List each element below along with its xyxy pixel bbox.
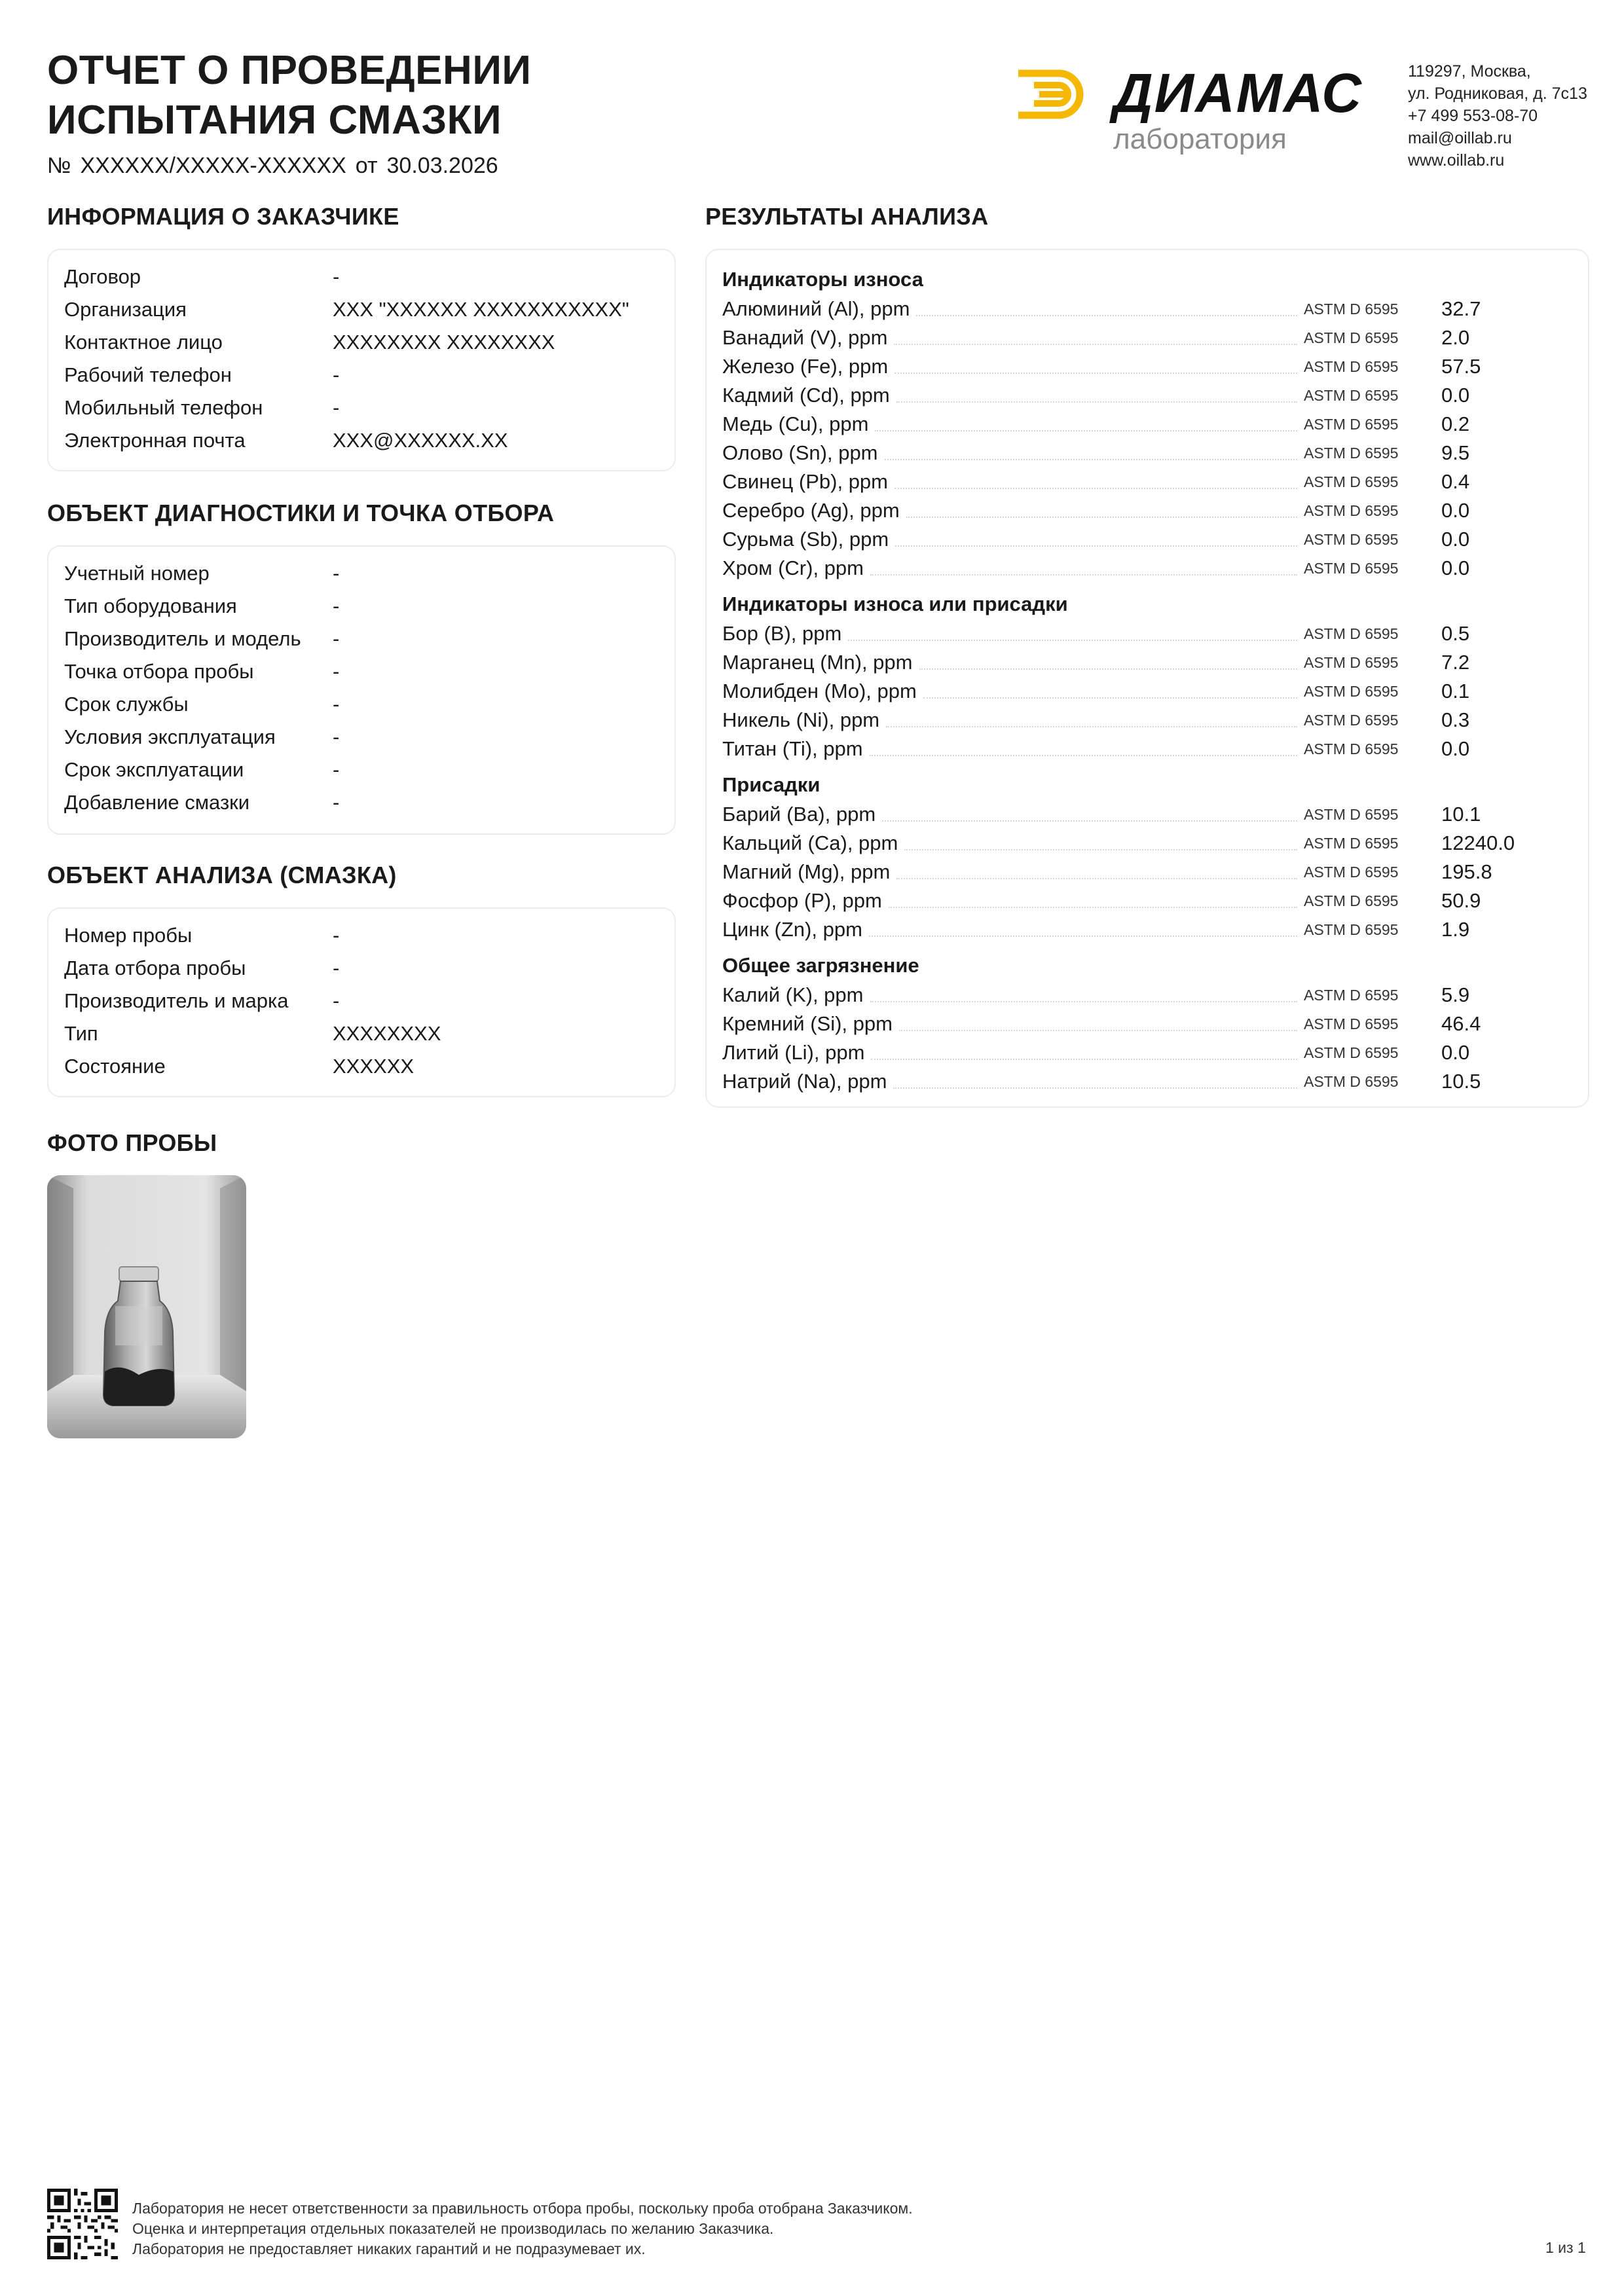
leader-dots bbox=[886, 726, 1297, 727]
field-value: - bbox=[333, 725, 340, 748]
result-row bbox=[722, 735, 1572, 763]
field-label: Учетный номер bbox=[64, 562, 210, 585]
group-title: Общее загрязнение bbox=[722, 954, 919, 977]
field-label: Состояние bbox=[64, 1055, 166, 1078]
leader-dots bbox=[896, 401, 1297, 403]
leader-dots bbox=[895, 545, 1297, 547]
result-value: 0.0 bbox=[1441, 384, 1470, 407]
object-row bbox=[64, 754, 659, 786]
result-row bbox=[722, 619, 1572, 648]
field-value: - bbox=[333, 562, 340, 585]
field-value: XXX@XXXXXX.XX bbox=[333, 429, 508, 452]
result-row bbox=[722, 829, 1572, 858]
indicator-name: Ванадий (V), ppm bbox=[722, 326, 888, 349]
result-value: 0.3 bbox=[1441, 708, 1470, 731]
result-row bbox=[722, 648, 1572, 677]
leader-dots bbox=[916, 315, 1297, 316]
result-row bbox=[722, 981, 1572, 1010]
leader-dots bbox=[871, 1059, 1297, 1060]
customer-heading: ИНФОРМАЦИЯ О ЗАКАЗЧИКЕ bbox=[47, 203, 399, 230]
field-label: Производитель и модель bbox=[64, 627, 301, 650]
result-value: 0.1 bbox=[1441, 680, 1470, 702]
result-row bbox=[722, 381, 1572, 410]
sample-bottle-image bbox=[47, 1175, 246, 1438]
leader-dots bbox=[882, 820, 1297, 822]
method-label: ASTM D 6595 bbox=[1304, 1044, 1399, 1061]
leader-dots bbox=[919, 668, 1298, 670]
result-row bbox=[722, 1010, 1572, 1038]
leader-dots bbox=[869, 936, 1297, 937]
result-row bbox=[722, 800, 1572, 829]
customer-row bbox=[64, 392, 659, 424]
field-label: Контактное лицо bbox=[64, 331, 223, 354]
customer-row bbox=[64, 326, 659, 359]
result-row bbox=[722, 496, 1572, 525]
result-row bbox=[722, 886, 1572, 915]
method-label: ASTM D 6595 bbox=[1304, 329, 1399, 346]
result-value: 0.0 bbox=[1441, 556, 1470, 579]
analysis-object-row bbox=[64, 952, 659, 985]
result-row bbox=[722, 323, 1572, 352]
leader-dots bbox=[923, 697, 1297, 699]
field-value: - bbox=[333, 363, 340, 386]
result-value: 0.4 bbox=[1441, 470, 1470, 493]
result-row bbox=[722, 706, 1572, 735]
leader-dots bbox=[899, 1030, 1297, 1031]
field-value: - bbox=[333, 594, 340, 617]
group-title: Индикаторы износа bbox=[722, 268, 923, 291]
group-title: Присадки bbox=[722, 773, 821, 796]
contact-email: mail@oillab.ru bbox=[1408, 129, 1512, 147]
indicator-name: Молибден (Mo), ppm bbox=[722, 680, 917, 702]
leader-dots bbox=[870, 574, 1297, 575]
analysis-object-heading: ОБЪЕКТ АНАЛИЗА (СМАЗКА) bbox=[47, 862, 397, 888]
result-value: 10.5 bbox=[1441, 1070, 1481, 1093]
leader-dots bbox=[870, 1001, 1298, 1002]
result-value: 0.0 bbox=[1441, 1041, 1470, 1064]
result-value: 0.0 bbox=[1441, 499, 1470, 522]
customer-row bbox=[64, 293, 659, 326]
method-label: ASTM D 6595 bbox=[1304, 415, 1399, 433]
result-row bbox=[722, 915, 1572, 944]
result-row bbox=[722, 352, 1572, 381]
number-prefix: № bbox=[47, 153, 71, 178]
method-label: ASTM D 6595 bbox=[1304, 559, 1399, 577]
indicator-name: Бор (B), ppm bbox=[722, 622, 842, 645]
method-label: ASTM D 6595 bbox=[1304, 357, 1399, 375]
result-value: 2.0 bbox=[1441, 326, 1470, 349]
title-line-1: ОТЧЕТ О ПРОВЕДЕНИИ bbox=[47, 48, 532, 93]
indicator-name: Кадмий (Cd), ppm bbox=[722, 384, 890, 407]
indicator-name: Сурьма (Sb), ppm bbox=[722, 528, 889, 551]
customer-row bbox=[64, 359, 659, 392]
result-row bbox=[722, 554, 1572, 583]
field-label: Организация bbox=[64, 298, 187, 321]
result-value: 9.5 bbox=[1441, 441, 1470, 464]
analysis-object-row bbox=[64, 985, 659, 1017]
field-value: - bbox=[333, 660, 340, 683]
result-row bbox=[722, 1038, 1572, 1067]
qr-code-icon[interactable] bbox=[47, 2189, 118, 2259]
analysis-object-row bbox=[64, 1050, 659, 1083]
result-row bbox=[722, 858, 1572, 886]
leader-dots bbox=[904, 849, 1297, 850]
result-value: 57.5 bbox=[1441, 355, 1481, 378]
indicator-name: Железо (Fe), ppm bbox=[722, 355, 889, 378]
result-row bbox=[722, 525, 1572, 554]
field-value: - bbox=[333, 396, 340, 419]
indicator-name: Кальций (Ca), ppm bbox=[722, 831, 898, 854]
method-label: ASTM D 6595 bbox=[1304, 386, 1399, 404]
logo-wordmark: ДИАМАС bbox=[1113, 62, 1363, 124]
result-value: 195.8 bbox=[1441, 860, 1492, 883]
result-value: 1.9 bbox=[1441, 918, 1470, 941]
customer-row bbox=[64, 424, 659, 457]
result-value: 0.0 bbox=[1441, 737, 1470, 760]
result-row bbox=[722, 439, 1572, 467]
disclaimer-line-2: Оценка и интерпретация отдельных показателей не производилась по желанию Заказчика. bbox=[132, 2220, 774, 2237]
leader-dots bbox=[896, 878, 1297, 879]
results-card bbox=[705, 249, 1589, 1108]
indicator-name: Цинк (Zn), ppm bbox=[722, 918, 862, 941]
analysis-object-row bbox=[64, 1017, 659, 1050]
title-line-2: ИСПЫТАНИЯ СМАЗКИ bbox=[47, 98, 502, 143]
field-label: Тип оборудования bbox=[64, 594, 237, 617]
disclaimer-line-1: Лаборатория не несет ответственности за правильность отбора пробы, поскольку проба отобрана Заказчиком. bbox=[132, 2200, 913, 2217]
field-value: XXXXXXXX bbox=[333, 1022, 441, 1045]
method-label: ASTM D 6595 bbox=[1304, 805, 1399, 823]
field-label: Рабочий телефон bbox=[64, 363, 232, 386]
analysis-object-row bbox=[64, 919, 659, 952]
result-value: 32.7 bbox=[1441, 297, 1481, 320]
field-value: - bbox=[333, 957, 340, 979]
object-row bbox=[64, 655, 659, 688]
result-value: 46.4 bbox=[1441, 1012, 1481, 1035]
method-label: ASTM D 6595 bbox=[1304, 300, 1399, 318]
field-label: Условия эксплуатация bbox=[64, 725, 276, 748]
field-label: Электронная почта bbox=[64, 429, 246, 452]
method-label: ASTM D 6595 bbox=[1304, 444, 1399, 462]
field-label: Производитель и марка bbox=[64, 989, 289, 1012]
leader-dots bbox=[906, 517, 1297, 518]
indicator-name: Медь (Cu), ppm bbox=[722, 412, 869, 435]
leader-dots bbox=[875, 430, 1297, 431]
photo-heading: ФОТО ПРОБЫ bbox=[47, 1129, 217, 1156]
method-label: ASTM D 6595 bbox=[1304, 1015, 1399, 1032]
field-label: Мобильный телефон bbox=[64, 396, 263, 419]
field-label: Срок службы bbox=[64, 693, 189, 716]
report-number bbox=[47, 153, 498, 179]
method-label: ASTM D 6595 bbox=[1304, 473, 1399, 490]
method-label: ASTM D 6595 bbox=[1304, 834, 1399, 852]
result-value: 50.9 bbox=[1441, 889, 1481, 912]
leader-dots bbox=[889, 907, 1297, 908]
customer-card bbox=[47, 249, 676, 471]
method-label: ASTM D 6595 bbox=[1304, 530, 1399, 548]
field-value: - bbox=[333, 989, 340, 1012]
result-value: 0.5 bbox=[1441, 622, 1470, 645]
indicator-name: Серебро (Ag), ppm bbox=[722, 499, 900, 522]
indicator-name: Свинец (Pb), ppm bbox=[722, 470, 888, 493]
leader-dots bbox=[895, 373, 1297, 374]
number-value: XXXXXX/XXXXX-XXXXXX bbox=[80, 153, 346, 178]
customer-row bbox=[64, 261, 659, 293]
object-row bbox=[64, 786, 659, 819]
results-heading: РЕЗУЛЬТАТЫ АНАЛИЗА bbox=[705, 203, 989, 230]
indicator-name: Кремний (Si), ppm bbox=[722, 1012, 893, 1035]
analysis-object-card bbox=[47, 907, 676, 1097]
sample-photo bbox=[47, 1175, 246, 1438]
indicator-name: Олово (Sn), ppm bbox=[722, 441, 878, 464]
indicator-name: Натрий (Na), ppm bbox=[722, 1070, 887, 1093]
indicator-name: Барий (Ba), ppm bbox=[722, 803, 876, 826]
field-value: - bbox=[333, 924, 340, 947]
object-card bbox=[47, 545, 676, 835]
result-value: 7.2 bbox=[1441, 651, 1470, 674]
field-label: Точка отбора пробы bbox=[64, 660, 254, 683]
results-list bbox=[722, 264, 1572, 1096]
date-prefix: от bbox=[355, 153, 378, 178]
method-label: ASTM D 6595 bbox=[1304, 682, 1399, 700]
field-value: XXXXXXXX XXXXXXXX bbox=[333, 331, 555, 354]
method-label: ASTM D 6595 bbox=[1304, 986, 1399, 1004]
method-label: ASTM D 6595 bbox=[1304, 1072, 1399, 1090]
report-title bbox=[47, 46, 531, 145]
contact-city: 119297, Москва, bbox=[1408, 62, 1531, 81]
result-row bbox=[722, 1067, 1572, 1096]
leader-dots bbox=[885, 459, 1297, 460]
method-label: ASTM D 6595 bbox=[1304, 711, 1399, 729]
disclaimer bbox=[132, 2198, 913, 2259]
result-row bbox=[722, 677, 1572, 706]
result-value: 0.0 bbox=[1441, 528, 1470, 551]
page-number: 1 из 1 bbox=[1545, 2239, 1586, 2256]
result-value: 10.1 bbox=[1441, 803, 1481, 826]
indicator-name: Никель (Ni), ppm bbox=[722, 708, 880, 731]
leader-dots bbox=[848, 640, 1297, 641]
result-value: 12240.0 bbox=[1441, 831, 1515, 854]
logo-subtitle: лаборатория bbox=[1113, 123, 1287, 155]
field-value: - bbox=[333, 791, 340, 814]
result-row bbox=[722, 410, 1572, 439]
result-value: 5.9 bbox=[1441, 983, 1470, 1006]
indicator-name: Алюминий (Al), ppm bbox=[722, 297, 910, 320]
method-label: ASTM D 6595 bbox=[1304, 740, 1399, 757]
field-value: - bbox=[333, 627, 340, 650]
field-value: XXXXXX bbox=[333, 1055, 415, 1078]
contacts-block bbox=[1408, 60, 1587, 172]
date-value: 30.03.2026 bbox=[386, 153, 498, 178]
indicator-name: Магний (Mg), ppm bbox=[722, 860, 891, 883]
company-logo bbox=[1012, 63, 1378, 168]
method-label: ASTM D 6595 bbox=[1304, 920, 1399, 938]
field-label: Тип bbox=[64, 1022, 98, 1045]
group-title: Индикаторы износа или присадки bbox=[722, 592, 1068, 615]
result-row bbox=[722, 295, 1572, 323]
field-value: - bbox=[333, 265, 340, 288]
object-row bbox=[64, 688, 659, 721]
field-label: Добавление смазки bbox=[64, 791, 250, 814]
field-label: Дата отбора пробы bbox=[64, 957, 246, 979]
field-value: XXX "XXXXXX XXXXXXXXXXX" bbox=[333, 298, 629, 321]
object-row bbox=[64, 557, 659, 590]
field-value: - bbox=[333, 693, 340, 716]
indicator-name: Титан (Ti), ppm bbox=[722, 737, 863, 760]
leader-dots bbox=[893, 1087, 1297, 1089]
object-row bbox=[64, 721, 659, 754]
leader-dots bbox=[895, 488, 1297, 489]
method-label: ASTM D 6595 bbox=[1304, 653, 1399, 671]
result-value: 0.2 bbox=[1441, 412, 1470, 435]
field-value: - bbox=[333, 758, 340, 781]
indicator-name: Марганец (Mn), ppm bbox=[722, 651, 913, 674]
indicator-name: Фосфор (P), ppm bbox=[722, 889, 882, 912]
object-heading: ОБЪЕКТ ДИАГНОСТИКИ И ТОЧКА ОТБОРА bbox=[47, 500, 555, 526]
contact-phone: +7 499 553-08-70 bbox=[1408, 107, 1538, 125]
field-label: Срок эксплуатации bbox=[64, 758, 244, 781]
field-label: Номер пробы bbox=[64, 924, 193, 947]
method-label: ASTM D 6595 bbox=[1304, 501, 1399, 519]
leader-dots bbox=[870, 755, 1297, 756]
method-label: ASTM D 6595 bbox=[1304, 863, 1399, 881]
indicator-name: Калий (K), ppm bbox=[722, 983, 864, 1006]
logo-mark-icon bbox=[1012, 69, 1090, 119]
method-label: ASTM D 6595 bbox=[1304, 892, 1399, 909]
object-row bbox=[64, 623, 659, 655]
contact-site: www.oillab.ru bbox=[1408, 151, 1505, 170]
indicator-name: Хром (Cr), ppm bbox=[722, 556, 864, 579]
method-label: ASTM D 6595 bbox=[1304, 625, 1399, 642]
field-label: Договор bbox=[64, 265, 141, 288]
leader-dots bbox=[894, 344, 1297, 345]
contact-street: ул. Родниковая, д. 7с13 bbox=[1408, 84, 1587, 103]
object-row bbox=[64, 590, 659, 623]
disclaimer-line-3: Лаборатория не предоставляет никаких гарантий и не подразумевает их. bbox=[132, 2240, 646, 2257]
indicator-name: Литий (Li), ppm bbox=[722, 1041, 865, 1064]
result-row bbox=[722, 467, 1572, 496]
